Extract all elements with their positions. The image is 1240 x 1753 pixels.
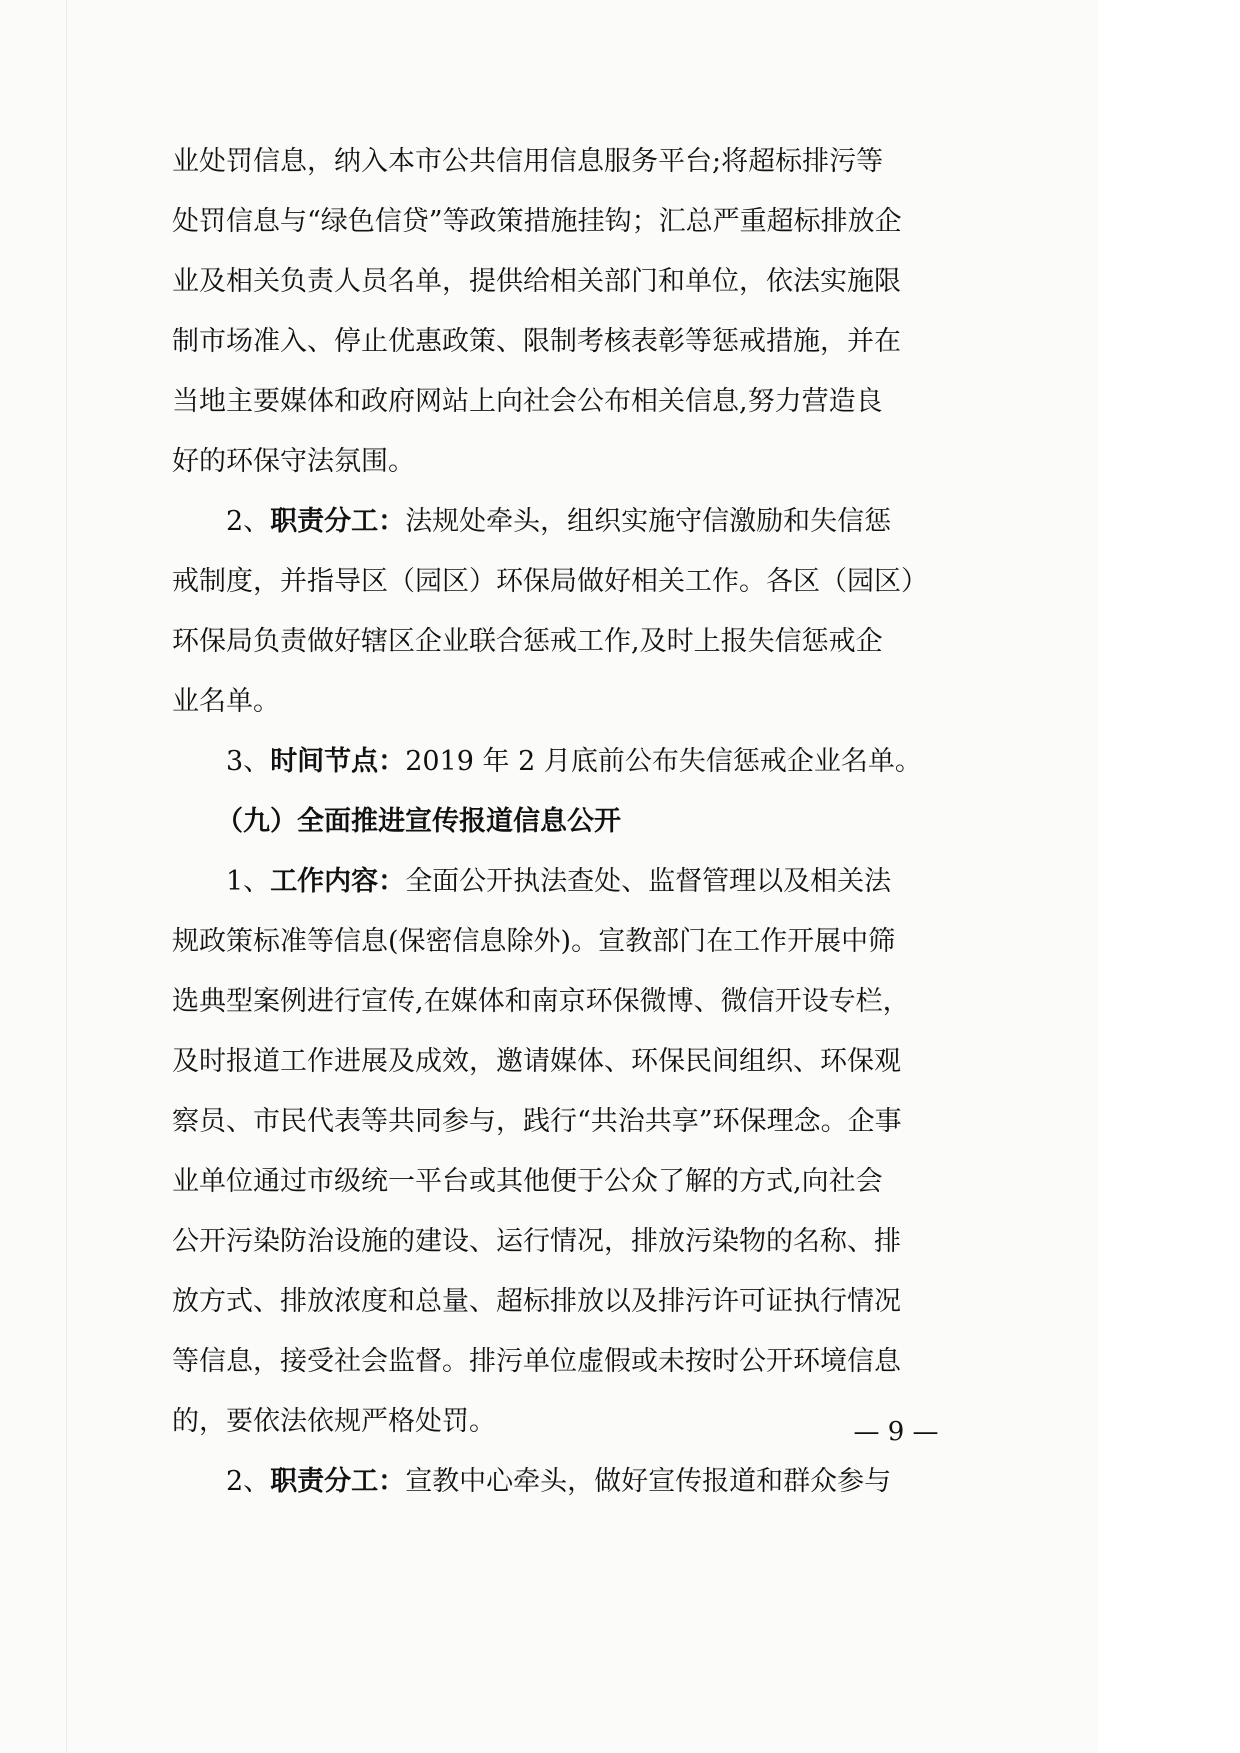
page-number: — 9 — bbox=[853, 1417, 939, 1447]
scan-edge-line bbox=[66, 0, 67, 1753]
item-number: 2、 bbox=[226, 506, 271, 537]
item-text: 法规处牵头，组织实施守信激励和失信惩 bbox=[405, 506, 892, 537]
item-label: 工作内容： bbox=[270, 866, 406, 897]
paragraph-line: 的，要依法依规严格处罚。 bbox=[172, 1406, 496, 1437]
section-heading: （九）全面推进宣传报道信息公开 bbox=[216, 806, 621, 837]
document-body bbox=[172, 132, 972, 1512]
paragraph-line: 等信息，接受社会监督。排污单位虚假或未按时公开环境信息 bbox=[172, 1346, 901, 1377]
paragraph-line: 当地主要媒体和政府网站上向社会公布相关信息,努力营造良 bbox=[172, 386, 883, 417]
paragraph-line: 业单位通过市级统一平台或其他便于公众了解的方式,向社会 bbox=[172, 1166, 883, 1197]
item-line bbox=[172, 732, 972, 792]
item-text: 宣教中心牵头，做好宣传报道和群众参与 bbox=[405, 1466, 892, 1497]
item-number: 2、 bbox=[226, 1466, 271, 1497]
paragraph-line: 戒制度，并指导区（园区）环保局做好相关工作。各区（园区） bbox=[172, 566, 928, 597]
paragraph-line: 好的环保守法氛围。 bbox=[172, 446, 415, 477]
item-number: 1、 bbox=[226, 866, 271, 897]
item-label: 职责分工： bbox=[270, 506, 406, 537]
paragraph-line: 处罚信息与“绿色信贷”等政策措施挂钩；汇总严重超标排放企 bbox=[172, 206, 902, 237]
paragraph-line: 选典型案例进行宣传,在媒体和南京环保微博、微信开设专栏， bbox=[172, 986, 910, 1017]
item-label: 职责分工： bbox=[270, 1466, 406, 1497]
paragraph-line: 公开污染防治设施的建设、运行情况，排放污染物的名称、排 bbox=[172, 1226, 901, 1257]
item-number: 3、 bbox=[226, 746, 271, 777]
item-text: 2019 年 2 月底前公布失信惩戒企业名单。 bbox=[405, 746, 922, 777]
item-text: 全面公开执法查处、监督管理以及相关法 bbox=[405, 866, 892, 897]
paragraph-line: 察员、市民代表等共同参与，践行“共治共享”环保理念。企事 bbox=[172, 1106, 902, 1137]
item-line bbox=[172, 1452, 972, 1512]
item-label: 时间节点： bbox=[270, 746, 406, 777]
paragraph-line: 业及相关负责人员名单，提供给相关部门和单位，依法实施限 bbox=[172, 266, 901, 297]
item-line bbox=[172, 852, 972, 912]
paragraph-line: 制市场准入、停止优惠政策、限制考核表彰等惩戒措施，并在 bbox=[172, 326, 901, 357]
item-line bbox=[172, 492, 972, 552]
paragraph-line: 业名单。 bbox=[172, 686, 280, 717]
paragraph-line: 环保局负责做好辖区企业联合惩戒工作,及时上报失信惩戒企 bbox=[172, 626, 883, 657]
paragraph-line: 放方式、排放浓度和总量、超标排放以及排污许可证执行情况 bbox=[172, 1286, 901, 1317]
paragraph-line: 规政策标准等信息(保密信息除外)。宣教部门在工作开展中筛 bbox=[172, 926, 896, 957]
paragraph-line: 业处罚信息，纳入本市公共信用信息服务平台;将超标排污等 bbox=[172, 146, 884, 177]
paragraph-line: 及时报道工作进展及成效，邀请媒体、环保民间组织、环保观 bbox=[172, 1046, 901, 1077]
